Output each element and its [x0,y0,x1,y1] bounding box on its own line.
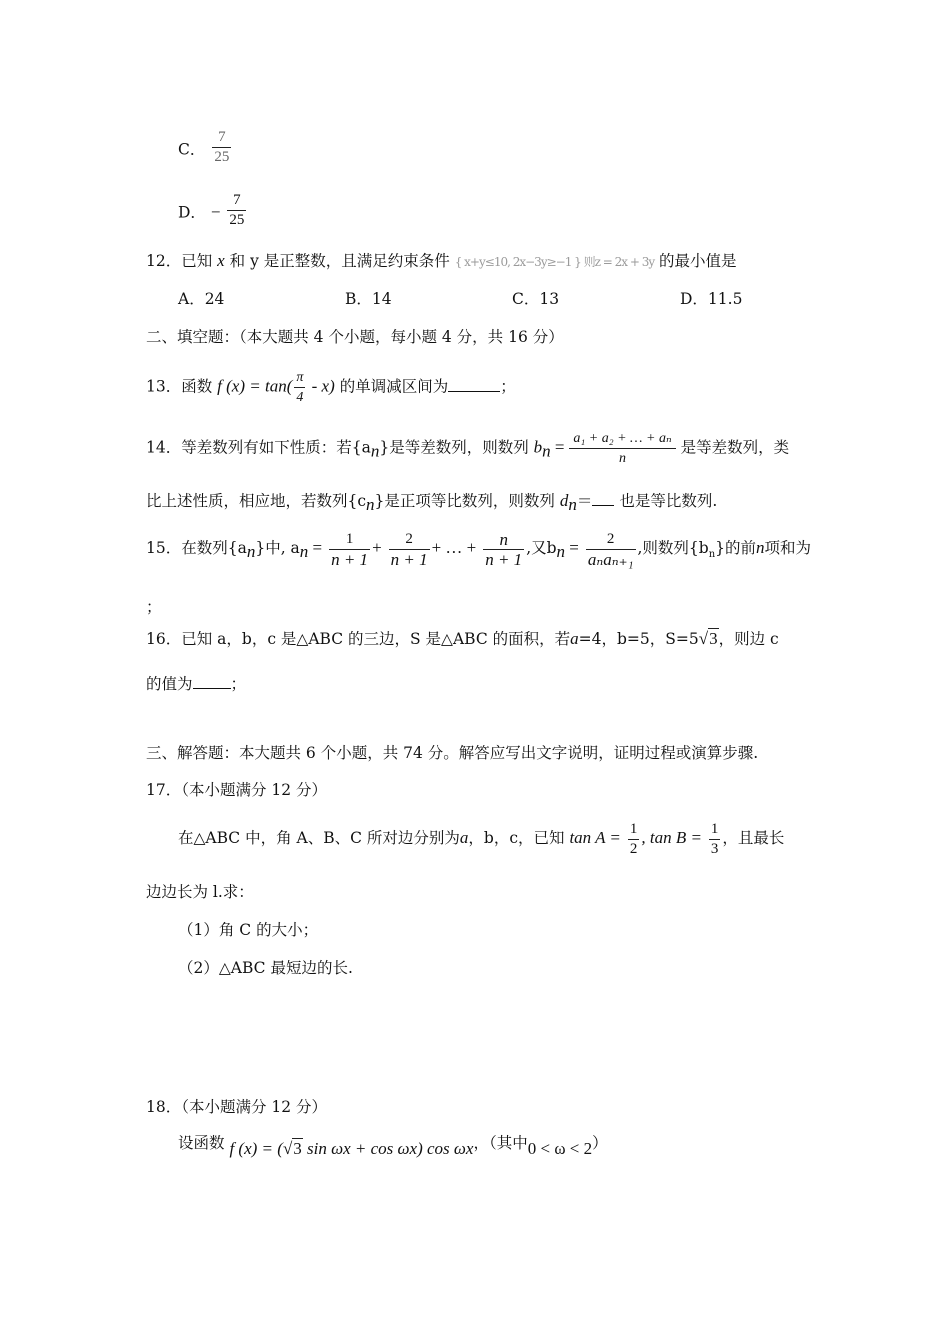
question-15-end: ； [146,598,162,616]
question-16-line-2: 的值为 ； [146,675,247,693]
fraction: $\frac{\pi}{4}$ [296,370,304,405]
question-17-body: 在△ABC 中，角 A、B、C 所对边分别为a，b，c，已知 tan A = $\frac{1}{2}$ , tan B = $\frac{1}{3}$ ，且最长 [178,820,785,857]
question-14-line-2: 比上述性质，相应地，若数列$\{c_n\}$是正项等比数列，则数列 $d_n=$ 也是等比数列. [146,491,718,515]
question-15: 15．在数列$\{a_n\}$中, $a_n$ = $\frac{1}{n + 1}$ + $\frac{2}{n + 1}$ + … + $\frac{n}{n + 1}$ ,又$b_n$ = $\frac{2}{\text{aₙaₙ₊₁}}$ ,则数列$\{b_n\}$的前n项和为 [146,529,812,569]
q12-option-b: B．14 [345,290,392,308]
fraction: $\frac{7}{25}$ [229,192,245,228]
q11-option-c: C． $\frac{7}{25}$ [178,129,230,165]
fraction: $\frac{7}{25}$ [214,129,230,165]
answer-blank [448,377,500,392]
q12-option-a: A．24 [178,290,225,308]
fraction: $\frac{1}{3}$ [710,820,719,857]
question-16-line-1: 16．已知 a，b，c 是△ABC 的三边，S 是△ABC 的面积，若a=4，b=5，S=5√3，则边 c [146,629,779,648]
fraction: $\frac{2}{\text{aₙaₙ₊₁}}$ [587,530,634,569]
fraction: $\frac{1}{2}$ [629,820,638,857]
question-17-title: 17．（本小题满分 12 分） [146,781,328,799]
q12-option-d: D．11.5 [680,290,743,308]
answer-blank [592,491,614,506]
q11-option-d: D． − $\frac{7}{25}$ [178,192,245,228]
question-14-line-1: 14．等差数列有如下性质：若$\{a_n\}$是等差数列，则数列 $b_n$ = $\frac{\text{a₁ + a₂ + … + aₙ}}{n}$ 是等差数列，类 [146,431,790,466]
question-18-title: 18．（本小题满分 12 分） [146,1098,328,1116]
constraint-formula: { x+y≤10, 2x−3y≥−1 } 则z = 2x + 3y [454,255,655,269]
question-17-line-2: 边边长为 l.求： [146,883,254,901]
q12-option-c: C．13 [512,290,560,308]
question-17-part-1: （1）角 C 的大小； [178,921,319,939]
fraction: $\frac{2}{n + 1}$ [390,530,428,569]
fraction: $\frac{\text{a₁ + a₂ + … + aₙ}}{n}$ [571,430,673,467]
answer-blank [193,674,231,689]
question-18-body: 设函数 f (x) = (√3 sin ωx + cos ωx) cos ωx，（其中0 < ω < 2） [178,1134,608,1158]
fraction: $\frac{1}{n + 1}$ [331,530,369,569]
section-2-heading: 二、填空题：（本大题共 4 个小题，每小题 4 分，共 16 分） [146,328,564,346]
section-3-heading: 三、解答题：本大题共 6 个小题，共 74 分。解答应写出文字说明，证明过程或演算步骤. [146,744,759,762]
question-17-part-2: （2）△ABC 最短边的长. [178,959,353,977]
question-12: 12．已知 x 和 y 是正整数，且满足约束条件 { x+y≤10, 2x−3y≥−1 } 则z = 2x + 3y 的最小值是 [146,251,737,270]
question-13: 13．函数 f (x) = tan( $\frac{\pi}{4}$ - x) 的单调减区间为 ； [146,370,516,405]
fraction: $\frac{n}{n + 1}$ [485,529,523,569]
